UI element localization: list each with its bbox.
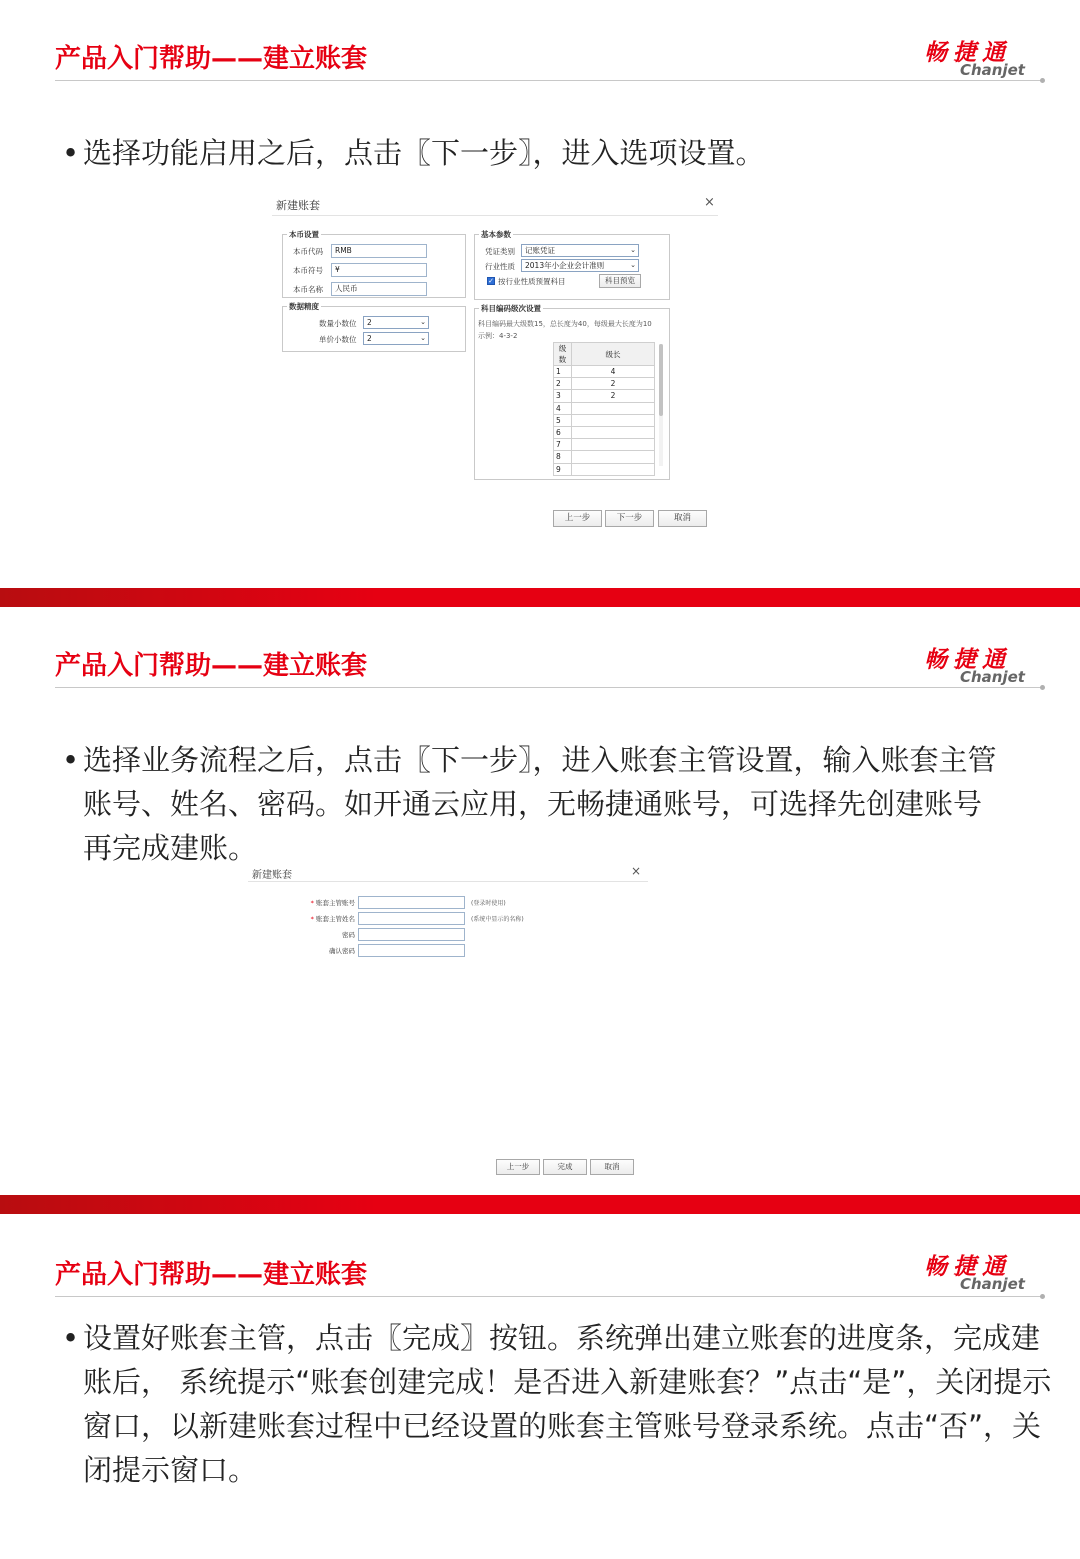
- industry-type-select[interactable]: [521, 259, 639, 272]
- length-cell[interactable]: 4: [572, 366, 655, 378]
- table-row[interactable]: [554, 390, 655, 402]
- length-cell[interactable]: [572, 426, 655, 438]
- header-divider: [55, 80, 1043, 81]
- account-preview-button[interactable]: 科目预览: [599, 274, 641, 288]
- manager-account-label: [301, 898, 355, 907]
- table-header-row: [554, 343, 655, 366]
- bullet-body: 选择功能启用之后，点击〖下一步〗，进入选项设置。: [83, 136, 765, 170]
- dialog-title: 新建账套: [252, 870, 292, 881]
- price-decimals-value: 2: [367, 334, 372, 343]
- page-title: 产品入门帮助——建立账套: [55, 651, 368, 681]
- level-cell: 5: [554, 414, 572, 426]
- close-icon[interactable]: ×: [631, 864, 642, 878]
- page-title: 产品入门帮助——建立账套: [55, 44, 368, 74]
- currency-name-label: 本币名称: [293, 285, 323, 294]
- industry-type-value: 2013年小企业会计准则: [525, 261, 605, 270]
- password-input[interactable]: [358, 928, 465, 941]
- close-icon[interactable]: ×: [704, 195, 715, 210]
- required-marker: *: [310, 899, 314, 907]
- table-row[interactable]: [554, 402, 655, 414]
- cancel-button[interactable]: 取消: [658, 510, 707, 527]
- currency-code-input[interactable]: RMB: [331, 244, 427, 258]
- currency-settings-group: [282, 230, 466, 298]
- level-cell: 3: [554, 390, 572, 402]
- voucher-type-label: 凭证类别: [485, 247, 515, 256]
- slide-divider-bar: [0, 1195, 1080, 1214]
- dialog-title-separator: [272, 215, 718, 216]
- price-decimals-select[interactable]: [363, 332, 429, 345]
- chevron-down-icon: ⌄: [420, 318, 426, 326]
- prev-step-button[interactable]: 上一步: [553, 510, 602, 527]
- table-row[interactable]: [554, 439, 655, 451]
- next-step-button[interactable]: 下一步: [605, 510, 654, 527]
- logo-text-en: Chanjet: [960, 61, 1025, 79]
- coding-levels-table: [553, 342, 655, 476]
- bullet-body: 选择业务流程之后，点击〖下一步〗，进入账套主管设置，输入账套主管账号、姓名、密码。如开通云应用，无畅捷通账号，可选择先创建账号再完成建账。: [83, 743, 997, 865]
- chevron-down-icon: ⌄: [630, 246, 636, 254]
- password-label: 密码: [342, 931, 355, 939]
- table-row[interactable]: [554, 366, 655, 378]
- bullet-text: [62, 1316, 1062, 1492]
- header-divider: [55, 687, 1043, 688]
- bullet-text: [62, 738, 1002, 870]
- table-row[interactable]: [554, 414, 655, 426]
- manager-name-label: [301, 914, 355, 923]
- currency-code-label: 本币代码: [293, 247, 323, 256]
- bullet-body: 设置好账套主管，点击〖完成〗按钮。系统弹出建立账套的进度条，完成建账后， 系统提示“账套创建完成！是否进入新建账套？”点击“是”，关闭提示窗口，以新建账套过程中已经设置的账套主管账号登录系统。点击“否”，关闭提示窗口。: [83, 1321, 1052, 1487]
- logo-text-en: Chanjet: [960, 668, 1025, 686]
- manager-account-input[interactable]: [358, 896, 465, 909]
- chevron-down-icon: ⌄: [630, 261, 636, 269]
- basic-params-legend: 基本参数: [481, 230, 511, 239]
- page-title: 产品入门帮助——建立账套: [55, 1260, 368, 1290]
- voucher-type-select[interactable]: [521, 244, 639, 257]
- precision-settings-group: [282, 302, 466, 352]
- chanjet-logo: [912, 639, 1037, 693]
- quantity-decimals-value: 2: [367, 318, 372, 327]
- bullet-dot: •: [62, 743, 80, 777]
- length-cell[interactable]: [572, 451, 655, 463]
- length-cell[interactable]: 2: [572, 390, 655, 402]
- currency-settings-legend: 本币设置: [289, 230, 319, 239]
- manager-name-hint: (系统中显示的名称): [471, 916, 524, 923]
- slide-3: [0, 1214, 1080, 1559]
- account-coding-legend: 科目编码级次设置: [481, 304, 541, 313]
- table-row[interactable]: [554, 378, 655, 390]
- finish-button[interactable]: 完成: [543, 1159, 587, 1175]
- table-scrollbar[interactable]: [659, 344, 663, 466]
- quantity-decimals-label: 数量小数位: [319, 319, 357, 328]
- manager-name-input[interactable]: [358, 912, 465, 925]
- bullet-text: [62, 131, 1042, 175]
- length-cell[interactable]: [572, 414, 655, 426]
- chanjet-logo: [912, 1246, 1037, 1300]
- manager-account-text: 账套主管账号: [316, 899, 355, 907]
- account-coding-group: [474, 304, 670, 480]
- preset-accounts-checkbox[interactable]: ✓: [488, 277, 494, 285]
- coding-rule-text: 科目编码最大级数15，总长度为40，每级最大长度为10: [478, 320, 652, 328]
- table-row[interactable]: [554, 463, 655, 475]
- column-header-length: 级长: [572, 343, 655, 366]
- bullet-dot: •: [62, 136, 80, 170]
- logo-text-cn: 畅捷通: [924, 40, 1011, 66]
- table-row[interactable]: [554, 426, 655, 438]
- chanjet-logo: [912, 32, 1037, 86]
- dialog-title-separator: [248, 881, 648, 882]
- coding-example-text: 示例：4-3-2: [478, 332, 518, 340]
- level-cell: 6: [554, 426, 572, 438]
- prev-step-button[interactable]: 上一步: [496, 1159, 540, 1175]
- required-marker: *: [310, 915, 314, 923]
- logo-text-en: Chanjet: [960, 1275, 1025, 1293]
- price-decimals-label: 单价小数位: [319, 335, 357, 344]
- bullet-dot: •: [62, 1321, 80, 1355]
- level-cell: 4: [554, 402, 572, 414]
- chevron-down-icon: ⌄: [420, 334, 426, 342]
- logo-text-cn: 畅捷通: [924, 647, 1011, 673]
- currency-symbol-label: 本币符号: [293, 266, 323, 275]
- new-account-dialog: [270, 192, 720, 534]
- level-cell: 1: [554, 366, 572, 378]
- slide-1: [0, 0, 1080, 588]
- manager-name-text: 账套主管姓名: [316, 915, 355, 923]
- quantity-decimals-select[interactable]: [363, 316, 429, 329]
- slide-divider-bar: [0, 588, 1080, 607]
- cancel-button[interactable]: 取消: [590, 1159, 634, 1175]
- level-cell: 8: [554, 451, 572, 463]
- confirm-password-input[interactable]: [358, 944, 465, 957]
- column-header-level: 级数: [554, 343, 572, 366]
- length-cell[interactable]: [572, 402, 655, 414]
- logo-text-cn: 畅捷通: [924, 1254, 1011, 1280]
- currency-symbol-input[interactable]: ¥: [331, 263, 427, 277]
- currency-name-input[interactable]: 人民币: [331, 282, 427, 296]
- slide-2: [0, 607, 1080, 1193]
- level-cell: 7: [554, 439, 572, 451]
- manager-account-hint: (登录时使用): [471, 900, 506, 907]
- length-cell[interactable]: 2: [572, 378, 655, 390]
- voucher-type-value: 记账凭证: [525, 246, 555, 255]
- table-row[interactable]: [554, 451, 655, 463]
- account-manager-dialog: [246, 864, 650, 1180]
- dialog-title: 新建账套: [276, 199, 320, 212]
- header-divider: [55, 1296, 1043, 1297]
- industry-type-label: 行业性质: [485, 262, 515, 271]
- length-cell[interactable]: [572, 463, 655, 475]
- preset-accounts-label: 按行业性质预置科目: [498, 277, 566, 286]
- scrollbar-thumb[interactable]: [659, 344, 663, 416]
- precision-settings-legend: 数据精度: [289, 302, 319, 311]
- confirm-password-label: 确认密码: [329, 947, 355, 955]
- level-cell: 9: [554, 463, 572, 475]
- length-cell[interactable]: [572, 439, 655, 451]
- basic-params-group: [474, 230, 670, 300]
- level-cell: 2: [554, 378, 572, 390]
